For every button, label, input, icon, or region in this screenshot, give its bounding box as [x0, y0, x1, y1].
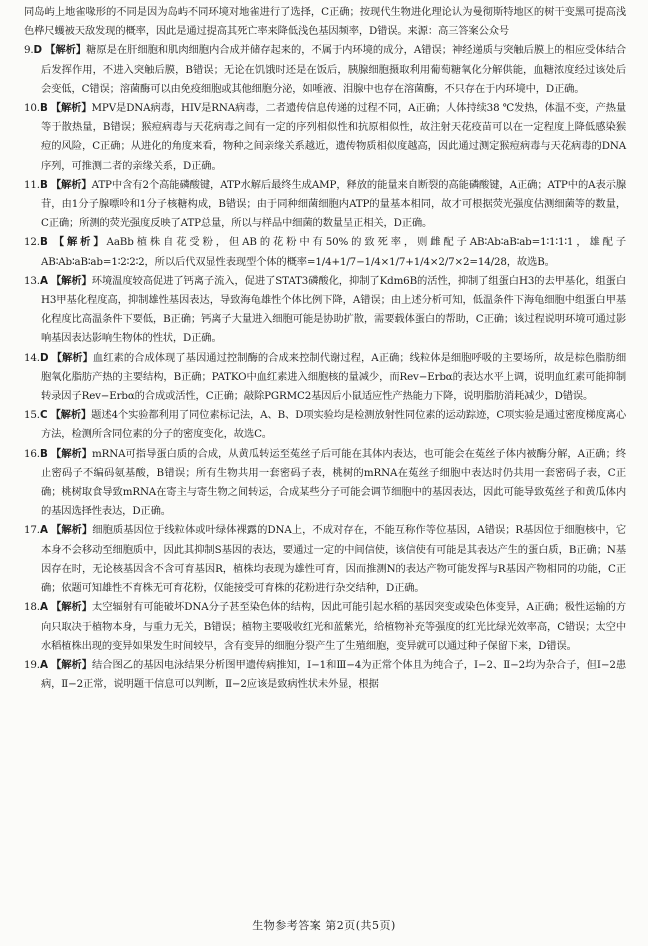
- analysis-text: mRNA可指导蛋白质的合成，从黄瓜转运至菟丝子后可能在其体内表达，也可能会在菟丝子体内被酶分解，A正确；终止密码子不编码氨基酸，B错误；所有生物共用一套密码子表，桃树的mRNA在菟丝子细胞中表达时仍共用一套密码子表，C正确；桃树取食导致mRNA在寄主与寄生物之间转运，合成某些分子可能会调节细胞中的基因表达，因此可能导致菟丝子和黄瓜体内的基因选择性表达，D正确。: [41, 447, 627, 518]
- analysis-tag-text: 解析: [60, 409, 81, 422]
- analysis-tag: 【解析】: [51, 658, 92, 671]
- answer-number: 15.: [24, 409, 40, 422]
- answer-choice: B: [39, 178, 48, 191]
- analysis-tag: 【解析】: [50, 274, 92, 287]
- answer-number: 10.: [24, 102, 40, 115]
- answer-item: [24, 272, 626, 349]
- analysis-tag: 【解析】: [50, 102, 92, 115]
- answer-number: 19.: [24, 658, 40, 671]
- analysis-text: 题述4个实验都利用了同位素标记法，A、B、D项实验均是检测放射性同位素的运动踪迹，C项实验是通过密度梯度离心方法，检测所含同位素的分子的密度变化，故选C。: [41, 409, 627, 441]
- answer-choice: A: [39, 524, 48, 537]
- answer-item: [24, 598, 626, 656]
- analysis-tag: 【解析】: [51, 351, 93, 364]
- answer-choice: A: [39, 274, 48, 287]
- continuation-paragraph: [24, 3, 626, 41]
- answer-item: [24, 349, 626, 407]
- analysis-text: 糖原是在肝细胞和肌肉细胞内合成并储存起来的，不属于内环境的成分，A错误；神经递质与突触后膜上的相应受体结合后发挥作用，不进入突触后膜，B错误；无论在饥饿时还是在饭后，胰腺细胞摄取利用葡萄糖氧化分解供能，血糖浓度经过该处后会变低，C错误；溶菌酶可以由免疫细胞或其他细胞分泌，如唾液、泪腺中也存在溶菌酶，不只存在于内环境中，D正确。: [41, 44, 626, 95]
- analysis-tag: 【解析】: [50, 447, 93, 460]
- analysis-text: 结合图乙的基因电泳结果分析图甲遗传病推知，Ⅰ−1和Ⅲ−4为正常个体且为纯合子，Ⅰ−2、Ⅱ−2均为杂合子，但Ⅰ−2患病，Ⅱ−2正常，说明题干信息可以判断，Ⅱ−2应该是致病性状未外显，根据: [41, 658, 626, 691]
- answer-number: 9.: [24, 44, 34, 57]
- answer-number: 13.: [24, 274, 40, 287]
- analysis-tag-text: 解析: [61, 274, 82, 287]
- analysis-tag: 【解析】: [53, 236, 107, 249]
- analysis-tag: 【解析】: [51, 524, 93, 537]
- answer-choice: D: [39, 351, 49, 364]
- analysis-tag-text: 解析: [61, 447, 82, 460]
- analysis-tag: 【解析】: [45, 44, 87, 57]
- analysis-tag: 【解析】: [50, 409, 92, 422]
- answer-choice: C: [39, 409, 48, 422]
- analysis-tag-text: 解析: [66, 236, 94, 249]
- analysis-text: 太空辐射有可能破坏DNA分子甚至染色体的结构，因此可能引起水稻的基因突变或染色体变异，A正确；极性运输的方向只取决于植物本身，与重力无关，B错误；植物主要吸收红光和蓝紫光，给植物补充等强度的红光比绿光效率高，C错误；太空中水稻植株出现的变异如果发生时间较早，含有变异的细胞分裂产生了生殖细胞，变异就可以通过种子保留下来，D错误。: [41, 601, 627, 652]
- analysis-text: ATP中含有2个高能磷酸键，ATP水解后最终生成AMP，释放的能量来自断裂的高能磷酸键，A正确；ATP中的A表示腺苷，由1分子腺嘌呤和1分子核糖构成，B错误；由于同种细菌细胞内ATP的量基本相同，故才可根据荧光强度估测细菌等的数量，C正确；所测的荧光强度反映了ATP总量，所以与样品中细菌的数量呈正相关，D正确。: [41, 178, 626, 230]
- answer-item: [24, 41, 626, 99]
- answer-item: [24, 406, 626, 444]
- analysis-text: 血红素的合成体现了基因通过控制酶的合成来控制代谢过程，A正确；线粒体是细胞呼吸的主要场所，故是棕色脂肪细胞氧化脂肪产热的主要结构，B正确；PATKO中血红素进入细胞核的量减少，而Rev−Erbα的表达水平上调，说明血红素可能抑制转录因子Rev−Erbα的合成或活性，C正确；敲除PGRMC2基因后小鼠适应性产热能力下降，说明脂肪消耗减少，D错误。: [41, 351, 626, 403]
- analysis-tag-text: 解析: [61, 658, 82, 671]
- analysis-tag-text: 解析: [60, 102, 82, 115]
- answer-item: [24, 521, 626, 598]
- footer-text: 生物参考答案 第2页(共5页): [252, 919, 396, 932]
- answer-number: 18.: [24, 601, 40, 614]
- answer-item: [24, 176, 626, 234]
- answer-list: [24, 3, 626, 694]
- analysis-text: 环境温度较高促进了钙离子流入，促进了STAT3磷酸化，抑制了Kdm6B的活性，抑制了组蛋白H3的去甲基化，组蛋白H3甲基化程度高，抑制雄性基因表达，导致海龟雄性个体比例下降，A错误；由上述分析可知，低温条件下海龟细胞中组蛋白甲基化程度比高温条件下要低，B正确；钙离子大量进入细胞可能是协助扩散，需要载体蛋白的帮助，C正确；该过程说明环境可通过影响基因表达影响生物体的性状，D正确。: [41, 274, 626, 345]
- analysis-tag-text: 解析: [61, 351, 83, 364]
- answer-choice: B: [39, 447, 48, 460]
- answer-number: 14.: [24, 351, 40, 364]
- answer-item: [24, 445, 626, 522]
- analysis-tag-text: 解析: [61, 524, 82, 537]
- page-footer: [0, 916, 648, 935]
- answer-item: [24, 656, 626, 694]
- answer-number: 11.: [24, 178, 40, 191]
- analysis-tag-text: 解析: [61, 601, 82, 614]
- analysis-tag-text: 解析: [61, 178, 82, 191]
- analysis-text: AaBb植株自花受粉，但AB的花粉中有50%的致死率，则雌配子AB∶Ab∶aB∶ab=1∶1∶1∶1，雄配子AB∶Ab∶aB∶ab=1∶2∶2∶2，所以后代双显性表现型个体的概率=1/4+1/7−1/4×1/7+1/4×2/7×2=14/28，故选B。: [41, 236, 627, 268]
- analysis-tag: 【解析】: [50, 178, 92, 191]
- answer-number: 17.: [24, 524, 40, 537]
- answer-number: 12.: [24, 236, 40, 249]
- answer-choice: A: [39, 658, 48, 671]
- analysis-tag: 【解析】: [51, 601, 93, 614]
- answer-choice: B: [39, 102, 48, 115]
- answer-number: 16.: [24, 447, 40, 460]
- analysis-tag-text: 解析: [55, 44, 76, 57]
- analysis-text: MPV是DNA病毒，HIV是RNA病毒，二者遗传信息传递的过程不同，A正确；人体持续38 ℃发热，体温不变，产热量等于散热量，B错误；猴痘病毒与天花病毒之间有一定的序列相似性和抗原相似性，故注射天花疫苗可以在一定程度上降低感染猴痘的风险，C正确；从进化的角度来看，物种之间亲缘关系越近，遗传物质相似度越高，因此通过测定猴痘病毒与天花病毒的DNA序列，可推测二者的亲缘关系，D正确。: [41, 102, 626, 172]
- answer-item: [24, 233, 626, 271]
- analysis-text: 细胞质基因位于线粒体或叶绿体裸露的DNA上，不成对存在，不能互称作等位基因，A错误；R基因位于细胞核中，它本身不会移动至细胞质中，因此其抑制S基因的表达，要通过一定的中间信使，该信使有可能是其表达产生的蛋白质，B正确；N基因存在时，无论核基因含不含可育基因R，植株均表现为雄性可育，因而推测N的表达产物可能发挥与R基因产物相同的功能，C正确；依题可知雄性不育株无可育花粉，仅能接受可育株的花粉进行杂交结种，D正确。: [41, 524, 626, 595]
- answer-choice: B: [39, 236, 48, 249]
- answer-choice: A: [39, 601, 48, 614]
- answer-choice: D: [33, 44, 42, 57]
- continuation-text: 同岛屿上地雀喙形的不同是因为岛屿不同环境对地雀进行了选择，C正确；按现代生物进化理论认为曼彻斯特地区的树干变黑可提高浅色桦尺蠖被天敌发现的概率，因此是通过提高其死亡率来降低浅色基因频率，D错误。来源：高三答案公众号: [24, 6, 626, 38]
- answer-item: [24, 99, 626, 176]
